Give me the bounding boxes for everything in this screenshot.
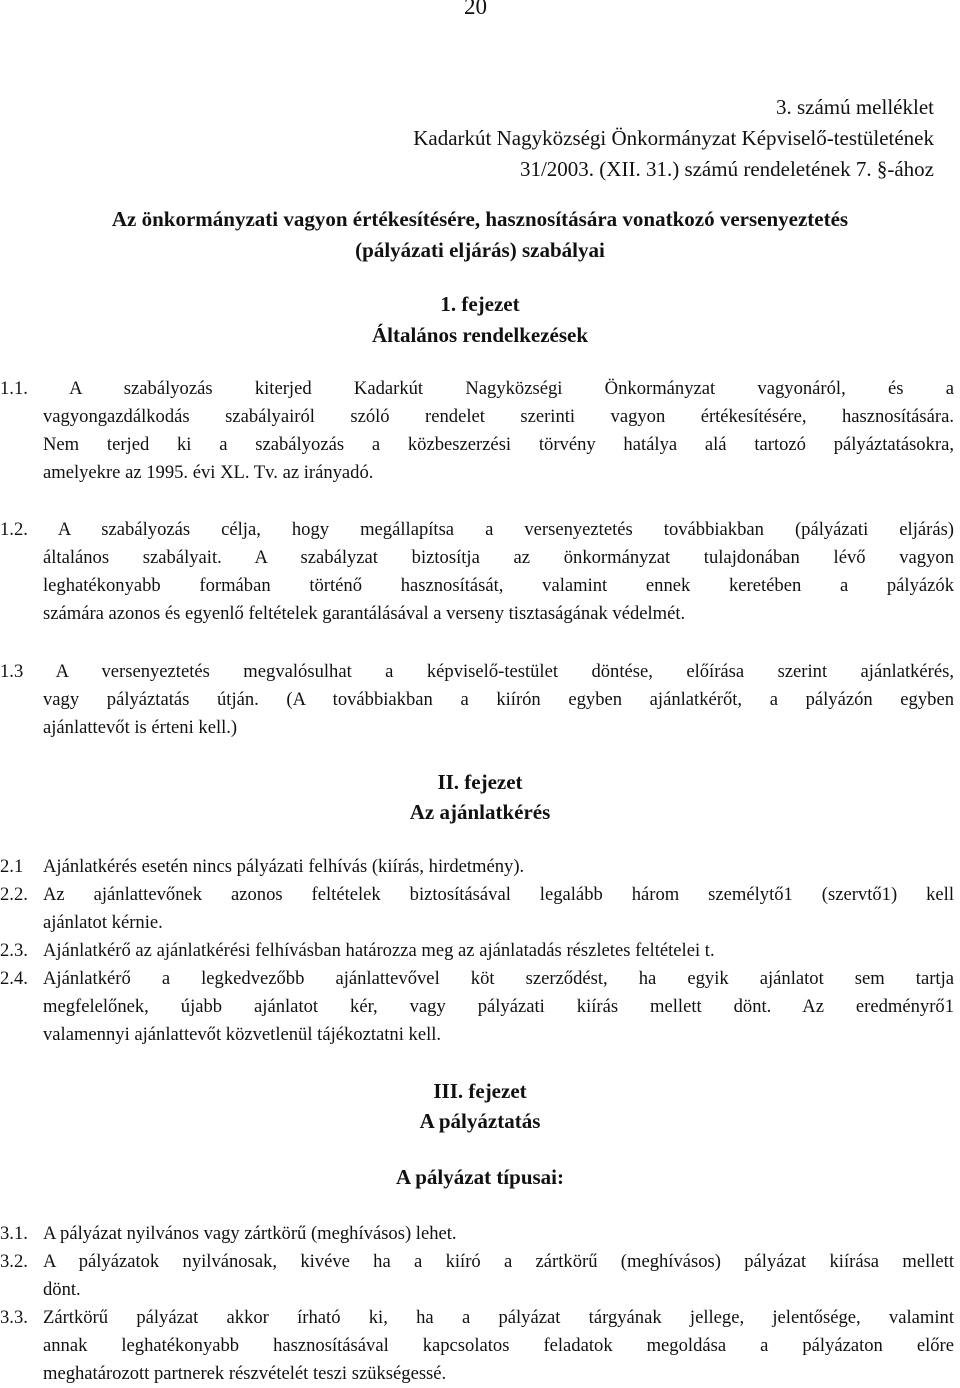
- section-1-1-line: Nem terjed ki a szabályozás a közbeszerzési törvény hatálya alá tartozó pályáztatásokra,: [43, 434, 954, 455]
- section-1-2: [0, 516, 954, 628]
- section-1-2-line: számára azonos és egyenlő feltételek garantálásával a verseny tisztaságának védelmét.: [43, 603, 686, 624]
- chapter-1-number: 1. fejezet: [440, 292, 520, 316]
- item-line: ajánlatot kérnie.: [43, 912, 163, 933]
- section-1-3-line: vagy pályáztatás útján. (A továbbiakban a kiírón egyben ajánlatkérőt, a pályázón egyben: [43, 689, 954, 710]
- section-1-3-line: ajánlattevőt is érteni kell.): [43, 717, 238, 738]
- section-1-1-line: vagyongazdálkodás szabályairól szóló rendelet szerinti vagyon értékesítésére, hasznosítására.: [43, 406, 954, 427]
- section-3-list: [0, 1220, 954, 1388]
- section-1-1: [0, 375, 954, 487]
- item-number: 2.3.: [0, 940, 28, 961]
- chapter-2-title: Az ajánlatkérés: [409, 800, 551, 824]
- section-1-2-line: leghatékonyabb formában történő hasznosítását, valamint ennek keretében a pályázók: [43, 575, 954, 596]
- section-2-list: [0, 853, 954, 1049]
- section-1-2-line: általános szabályait. A szabályzat biztosítja az önkormányzat tulajdonában lévő vagyon: [43, 547, 954, 568]
- page-number: 20: [464, 0, 487, 19]
- list-item: [0, 1220, 954, 1248]
- chapter-1-title: Általános rendelkezések: [371, 323, 589, 347]
- item-line: megfelelőnek, újabb ajánlatot kér, vagy pályázati kiírás mellett dönt. Az eredményrő1: [43, 996, 954, 1017]
- subheading-tender-types: A pályázat típusai:: [395, 1165, 565, 1189]
- item-line: A pályázatok nyilvánosak, kivéve ha a kiíró a zártkörű (meghívásos) pályázat kiírása mellett: [43, 1251, 954, 1272]
- item-number: 2.1: [0, 856, 24, 877]
- item-line: annak leghatékonyabb hasznosításával kapcsolatos feladatok megoldása a pályázaton előre: [43, 1335, 954, 1356]
- item-number: 3.3.: [0, 1307, 28, 1328]
- chapter-2-number: II. fejezet: [437, 770, 523, 794]
- section-1-2-line: 1.2. A szabályozás célja, hogy megállapítsa a versenyeztetés továbbiakban (pályázati eljárás): [0, 519, 954, 540]
- item-line: valamennyi ajánlattevőt közvetlenül tájékoztatni kell.: [43, 1024, 442, 1045]
- list-item: [0, 937, 954, 965]
- main-title-line-2: (pályázati eljárás) szabályai: [355, 238, 605, 262]
- section-1-3: [0, 658, 954, 742]
- item-line: Zártkörű pályázat akkor írható ki, ha a pályázat tárgyának jellege, jelentősége, valamint: [43, 1307, 954, 1328]
- section-1-1-line: amelyekre az 1995. évi XL. Tv. az irányadó.: [43, 462, 374, 483]
- section-1-1-line: 1.1. A szabályozás kiterjed Kadarkút Nagyközségi Önkormányzat vagyonáról, és a: [0, 378, 954, 399]
- item-number: 2.2.: [0, 884, 28, 905]
- list-item: [0, 1304, 954, 1388]
- item-line: meghatározott partnerek részvételét teszi szükségessé.: [43, 1363, 447, 1384]
- list-item: [0, 965, 954, 1049]
- list-item: [0, 853, 954, 881]
- item-number: 3.1.: [0, 1223, 28, 1244]
- chapter-3-number: III. fejezet: [433, 1079, 527, 1103]
- annex-line-1: 3. számú melléklet: [775, 95, 934, 119]
- list-item: [0, 881, 954, 937]
- item-number: 3.2.: [0, 1251, 28, 1272]
- item-line: A pályázat nyilvános vagy zártkörű (meghívásos) lehet.: [43, 1223, 457, 1244]
- item-line: Az ajánlattevőnek azonos feltételek biztosításával legalább három személytő1 (szervtő1) kell: [43, 884, 954, 905]
- chapter-3-title: A pályáztatás: [419, 1109, 541, 1133]
- section-1-3-line: 1.3 A versenyeztetés megvalósulhat a képviselő-testület döntése, előírása szerint ajánlatkérés,: [0, 661, 954, 682]
- list-item: [0, 1248, 954, 1304]
- main-title-line-1: Az önkormányzati vagyon értékesítésére, hasznosítására vonatkozó versenyeztetés: [111, 207, 849, 231]
- item-number: 2.4.: [0, 968, 28, 989]
- annex-line-2: Kadarkút Nagyközségi Önkormányzat Képviselő-testületének: [413, 126, 934, 150]
- item-line: Ajánlatkérő az ajánlatkérési felhívásban határozza meg az ajánlatadás részletes feltételei t.: [43, 940, 715, 961]
- annex-line-3: 31/2003. (XII. 31.) számú rendeletének 7. §-ához: [519, 157, 934, 181]
- item-line: Ajánlatkérés esetén nincs pályázati felhívás (kiírás, hirdetmény).: [43, 856, 525, 877]
- item-line: Ajánlatkérő a legkedvezőbb ajánlattevővel köt szerződést, ha egyik ajánlatot sem tartja: [43, 968, 954, 989]
- item-line: dönt.: [43, 1279, 81, 1300]
